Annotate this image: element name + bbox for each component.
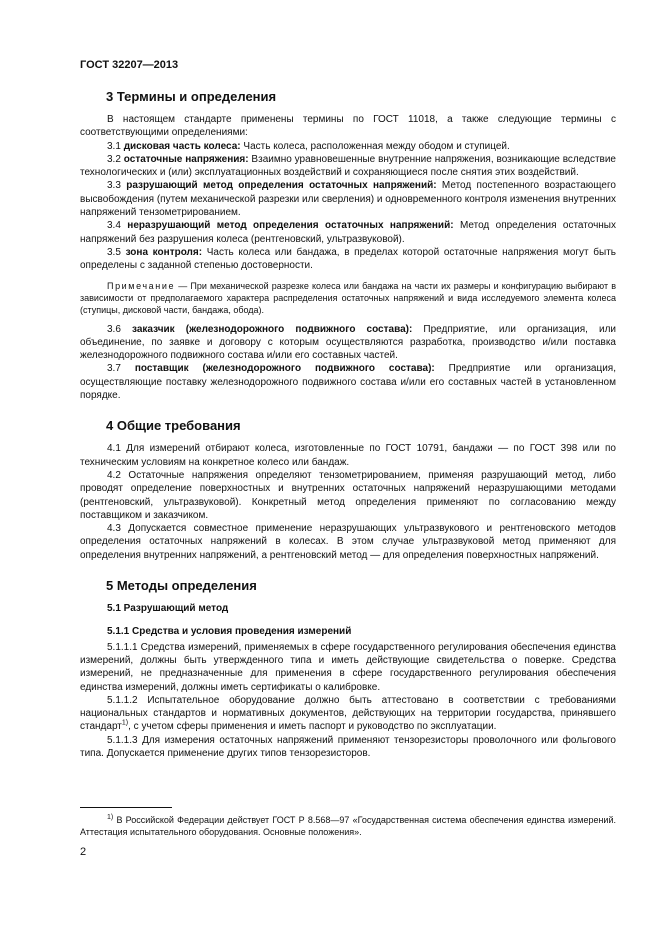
paragraph-text: , с учетом сферы применения и иметь паспорт и руководство по эксплуатации. xyxy=(128,721,497,733)
paragraph-4-3: 4.3 Допускается совместное применение неразрушающих ультразвукового и рентгеновского методов определения остаточных напряжений в колесах. В этом случае ультразвуковой метод применяют для определения внутренних напряжений, а рентгеновский метод — для определения поверхностных напряжений. xyxy=(80,523,616,561)
term-name: зона контроля: xyxy=(125,246,203,258)
note-text: — При механической разрезке колеса или бандажа на части их размеры и конфигурацию выбирают в зависимости от предполагаемого характера распределения остаточных напряжений и вида исследуемого элемента колеса (ступицы, дисковой части, бандажа, обода). xyxy=(80,280,616,315)
paragraph-5-1-1-1: 5.1.1.1 Средства измерений, применяемых в сфере государственного регулирования обеспечения единства измерений, должны быть утвержденного типа и иметь действующие свидетельства о поверке. Средства измерений, не предназначенные для применения в сфере государственного регулирования обеспечения единства измерений, должны иметь сертификаты о калибровке. xyxy=(80,641,616,693)
term-number: 3.6 xyxy=(107,323,121,335)
term-number: 3.1 xyxy=(107,140,121,152)
section-4-title: 4 Общие требования xyxy=(106,418,241,434)
subsection-5-1-1-title: 5.1.1 Средства и условия проведения измерений xyxy=(107,626,352,638)
section-5-title: 5 Методы определения xyxy=(106,578,257,594)
paragraph-5-1-1-3: 5.1.1.3 Для измерения остаточных напряжений применяют тензорезисторы проволочного или фольгового типа. Допускается применение других типов тензорезисторов. xyxy=(80,734,616,759)
spacer xyxy=(80,402,616,417)
term-definition: Предприятие, или организация, или объединение, по заявке и договору с которым осуществляются разработка, производство и/или поставка железнодорожного подвижного состава и/или его составных частей. xyxy=(80,323,616,362)
note-label: Примечание xyxy=(107,280,176,291)
paragraph-5-1-1-2 xyxy=(80,694,616,734)
footnote-mark: 1) xyxy=(107,814,114,821)
term-definition: Предприятие или организация, осуществляющие поставку железнодорожного подвижного состава и/или его составных частей в установленном порядке. xyxy=(80,363,616,402)
spacer xyxy=(80,562,616,577)
term-number: 3.2 xyxy=(107,153,121,165)
term-number: 3.7 xyxy=(107,363,121,375)
document-header: ГОСТ 32207—2013 xyxy=(80,59,179,71)
term-name: остаточные напряжения: xyxy=(123,153,249,165)
subsection-5-1-title: 5.1 Разрушающий метод xyxy=(107,603,229,615)
section-3-title: 3 Термины и определения xyxy=(106,89,277,104)
footnote-divider xyxy=(80,807,172,808)
footnote xyxy=(80,814,616,838)
paragraph-4-1: 4.1 Для измерений отбирают колеса, изготовленные по ГОСТ 10791, бандажи — по ГОСТ 398 или по техническим условиям на конкретное колесо или бандаж. xyxy=(80,443,616,468)
section-3-intro: В настоящем стандарте применены термины по ГОСТ 11018, а также следующие термины с соответствующими определениями: xyxy=(80,114,616,139)
term-definition: Метод постепенного возрастающего высвобождения (путем механической разрезки или сверления) и одновременного контроля изменения внутренних напряжений тензометрированием. xyxy=(80,180,616,219)
term-definition: Часть колеса, расположенная между ободом и ступицей. xyxy=(240,140,510,152)
note xyxy=(80,280,616,316)
term-3-3 xyxy=(80,179,616,219)
term-definition: Часть колеса или бандажа, в пределах которой остаточные напряжения могут быть определены с заданной степенью достоверности. xyxy=(80,246,616,272)
term-name: разрушающий метод определения остаточных напряжений: xyxy=(126,180,437,192)
document-body xyxy=(80,88,616,760)
term-definition: Метод определения остаточных напряжений без разрушения колеса (рентгеновский, ультразвуковой). xyxy=(80,220,616,245)
term-number: 3.5 xyxy=(107,246,121,258)
term-name: заказчик (железнодорожного подвижного состава): xyxy=(132,323,413,335)
term-number: 3.4 xyxy=(107,220,121,232)
paragraph-text: 5.1.1.2 Испытательное оборудование должно быть аттестовано в соответствии с требованиями национальных стандартов и нормативных документов, действующих на территории государства, принявшего стандарт xyxy=(80,694,616,733)
page-number: 2 xyxy=(80,846,87,858)
term-3-6 xyxy=(80,323,616,363)
term-number: 3.3 xyxy=(107,180,121,192)
paragraph-4-2: 4.2 Остаточные напряжения определяют тензометрированием, применяя разрушающий метод, либо проводят определение поверхностных и внутренних остаточных напряжений неразрушающими методами (рентгеновский, ультразвуковой). Конкретный метод определения применяют по согласованию между поставщиком и заказчиком. xyxy=(80,469,616,521)
term-3-4 xyxy=(80,219,616,246)
term-name: поставщик (железнодорожного подвижного состава): xyxy=(134,363,435,375)
term-name: дисковая часть колеса: xyxy=(123,140,241,152)
spacer xyxy=(80,617,616,625)
term-name: неразрушающий метод определения остаточных напряжений: xyxy=(127,220,454,232)
term-3-7 xyxy=(80,362,616,402)
term-3-5 xyxy=(80,246,616,273)
term-3-1 xyxy=(80,140,616,153)
footnote-ref: 1) xyxy=(121,720,129,728)
term-definition: Взаимно уравновешенные внутренние напряжения, возникающие вследствие технологических и (или) эксплуатационных воздействий и сохраняющиеся после снятия этих воздействий. xyxy=(80,153,616,179)
term-3-2 xyxy=(80,153,616,180)
footnote-text: В Российской Федерации действует ГОСТ Р 8.568—97 «Государственная система обеспечения единства измерений. Аттестация испытательного оборудования. Основные положения». xyxy=(80,815,616,837)
